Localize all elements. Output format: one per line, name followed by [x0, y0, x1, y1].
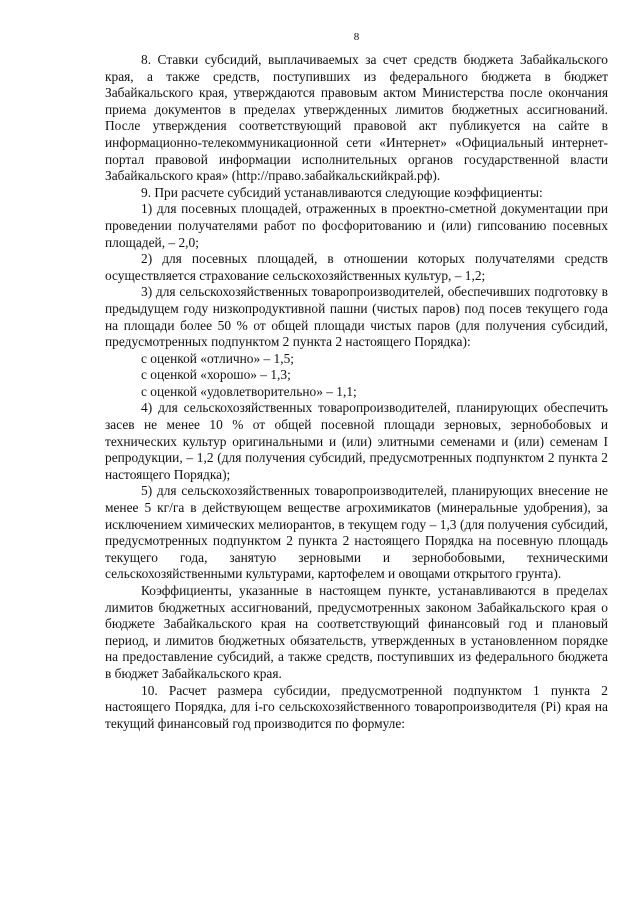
- coefficients-note: Коэффициенты, указанные в настоящем пункте, устанавливаются в пределах лимитов бюджетных ассигнований, предусмотренных законом Забайкальского края о бюджете Забайкальского края на соответствующий финансовый год и плановый период, и лимитов бюджетных обязательств, утвержденных в установленном порядке на предоставление субсидий, а также средств, поступивших из федерального бюджета в бюджет Забайкальского края.: [105, 583, 608, 681]
- paragraph-9-item-1: 1) для посевных площадей, отраженных в проектно-сметной документации при проведении получателями работ по фосфоритованию и (или) гипсованию посевных площадей, – 2,0;: [105, 201, 608, 250]
- paragraph-10: 10. Расчет размера субсидии, предусмотренной подпунктом 1 пункта 2 настоящего Порядка, для i-го сельскохозяйственного товаропроизводителя (Pi) края на текущий финансовый год производится по формуле:: [105, 682, 608, 731]
- rating-excellent: с оценкой «отлично» – 1,5;: [141, 350, 295, 366]
- paragraph-8: 8. Ставки субсидий, выплачиваемых за счет средств бюджета Забайкальского края, а также средств, поступивших из федерального бюджета в бюджет Забайкальского края, утверждаются правовым актом Министерства после окончания приема документов в пределах утвержденных лимитов бюджетных ассигнований. После утверждения соответствующий правовой акт публикуется на сайте в информационно-телекоммуникационной сети «Интернет» «Официальный интернет-портал правовой информации исполнительных органов государственной власти Забайкальского края» (http://право.забайкальскийкрай.рф).: [105, 52, 608, 184]
- paragraph-9: 9. При расчете субсидий устанавливаются следующие коэффициенты:: [141, 184, 543, 200]
- paragraph-9-item-4: 4) для сельскохозяйственных товаропроизводителей, планирующих обеспечить засев не менее 10 % от общей посевной площади зерновых, зернобобовых и технических культур оригинальными и (или) элитными семенами и (или) семенам I репродукции, – 1,2 (для получения субсидий, предусмотренных подпунктом 2 пункта 2 настоящего Порядка);: [105, 400, 608, 482]
- rating-good: с оценкой «хорошо» – 1,3;: [141, 367, 291, 383]
- rating-satisfactory: с оценкой «удовлетворительно» – 1,1;: [141, 383, 357, 399]
- paragraph-9-item-2: 2) для посевных площадей, в отношении которых получателями средств осуществляется страхование сельскохозяйственных культур, – 1,2;: [105, 251, 608, 283]
- page-number: 8: [353, 31, 360, 43]
- paragraph-9-item-3: 3) для сельскохозяйственных товаропроизводителей, обеспечивших подготовку в предыдущем году низкопродуктивной пашни (чистых паров) под посев текущего года на площади более 50 % от общей площади чистых паров (для получения субсидий, предусмотренных подпунктом 2 пункта 2 настоящего Порядка):: [105, 284, 608, 350]
- paragraph-9-item-5: 5) для сельскохозяйственных товаропроизводителей, планирующих внесение не менее 5 кг/га в действующем веществе агрохимикатов (минеральные удобрения), за исключением химических мелиорантов, в текущем году – 1,3 (для получения субсидий, предусмотренных подпунктом 2 пункта 2 настоящего Порядка на посевную площадь текущего года, занятую зерновыми и зернобобовыми, техническими сельскохозяйственными культурами, картофелем и овощами открытого грунта).: [105, 483, 608, 582]
